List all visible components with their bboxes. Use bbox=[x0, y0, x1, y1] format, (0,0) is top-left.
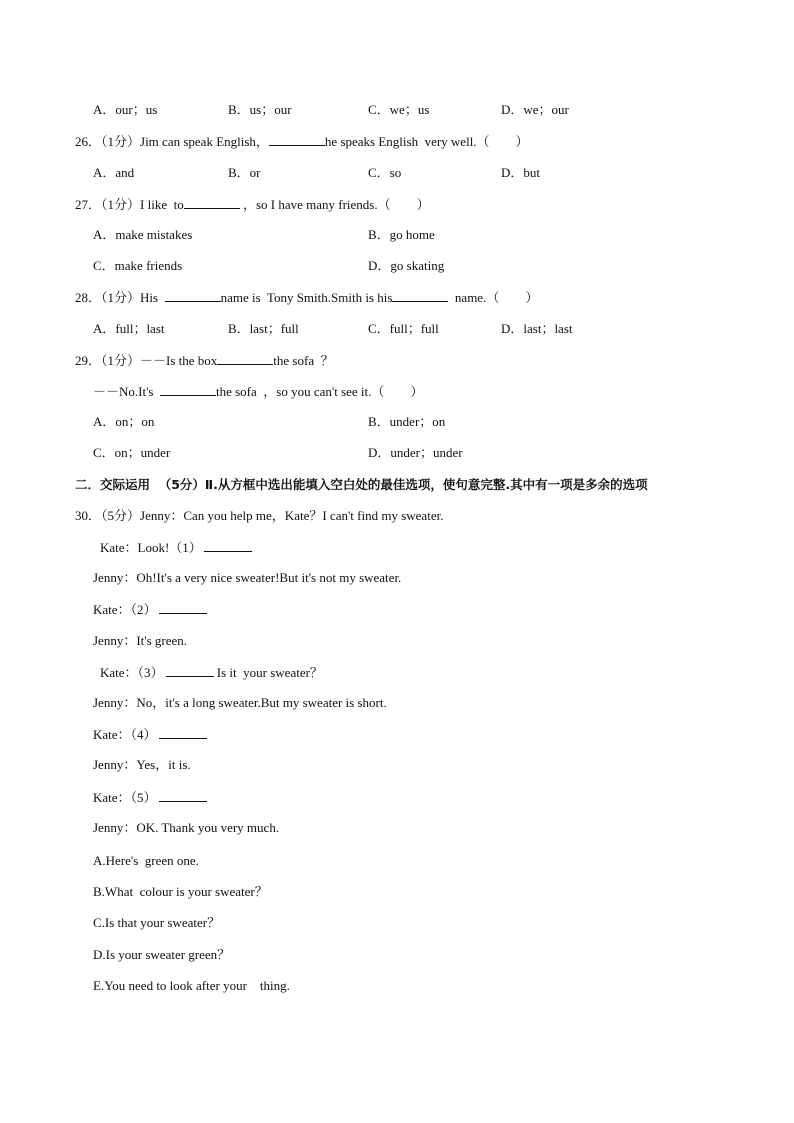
q29-blank-1 bbox=[217, 352, 273, 365]
q28-option-b: B．last；full bbox=[228, 321, 299, 336]
q28-number: 28．（1分） bbox=[75, 290, 141, 305]
q30-blank-4 bbox=[159, 726, 207, 739]
q28-option-a: A．full；last bbox=[93, 321, 165, 336]
q30-line-11: Jenny：OK. Thank you very much. bbox=[93, 820, 280, 835]
q26-option-d: D．but bbox=[501, 165, 541, 180]
q29-stem-line-2 bbox=[93, 383, 423, 400]
q29-stem2-pre: －－No.It's bbox=[93, 384, 160, 399]
q29-stem1-pre: －－Is the box bbox=[140, 353, 218, 368]
q26-stem-pre: Jim can speak English， bbox=[140, 134, 269, 149]
q30-choice-b: B.What colour is your sweater？ bbox=[93, 884, 268, 899]
q28-option-d: D．last；last bbox=[501, 321, 573, 336]
q27-option-a: A．make mistakes bbox=[93, 227, 193, 242]
q30-line-2 bbox=[100, 539, 252, 556]
q26-stem bbox=[75, 133, 529, 150]
q30-line-3: Jenny：Oh!It's a very nice sweater!But it's not my sweater. bbox=[93, 570, 402, 585]
q30-dialogue-6: Kate：（3） bbox=[100, 665, 164, 680]
q29-option-d: D．under；under bbox=[368, 445, 463, 460]
q28-option-c: C．full；full bbox=[368, 321, 439, 336]
q27-option-d: D．go skating bbox=[368, 258, 445, 273]
q30-dialogue-2: Kate：Look!（1） bbox=[100, 540, 202, 555]
q30-line-8 bbox=[93, 726, 207, 743]
q30-choice-a: A.Here's green one. bbox=[93, 853, 199, 868]
q26-option-c: C．so bbox=[368, 165, 402, 180]
q27-option-c: C．make friends bbox=[93, 258, 183, 273]
q26-option-a: A．and bbox=[93, 165, 135, 180]
q29-blank-2 bbox=[160, 383, 216, 396]
q25-option-a: A．our；us bbox=[93, 102, 158, 117]
q28-stem bbox=[75, 289, 538, 306]
q28-stem-b: name is Tony Smith.Smith is his bbox=[220, 290, 393, 305]
q30-dialogue-4: Kate：（2） bbox=[93, 602, 157, 617]
q29-stem2-post: the sofa ，so you can't see it.（ ） bbox=[215, 384, 424, 399]
q30-line-6 bbox=[100, 664, 323, 681]
q30-line-5: Jenny：It's green. bbox=[93, 633, 188, 648]
q30-choice-d: D.Is your sweater green？ bbox=[93, 947, 231, 962]
q28-stem-a: His bbox=[140, 290, 165, 305]
q26-number: 26．（1分） bbox=[75, 134, 141, 149]
q27-option-b: B．go home bbox=[368, 227, 435, 242]
q28-blank-2 bbox=[392, 289, 448, 302]
q25-option-c: C．we；us bbox=[368, 102, 430, 117]
q26-blank bbox=[269, 133, 325, 146]
q30-blank-2 bbox=[159, 601, 207, 614]
q27-stem-pre: I like to bbox=[140, 197, 184, 212]
q26-stem-post: he speaks English very well.（ ） bbox=[324, 134, 529, 149]
q30-blank-1 bbox=[204, 539, 252, 552]
q27-blank bbox=[184, 196, 240, 209]
q30-choice-e: E.You need to look after your thing. bbox=[93, 978, 290, 993]
q29-stem1-post: the sofa ？ bbox=[273, 353, 334, 368]
q28-blank-1 bbox=[165, 289, 221, 302]
q29-option-b: B．under；on bbox=[368, 414, 446, 429]
q30-dialogue-8: Kate：（4） bbox=[93, 727, 157, 742]
q30-line-4 bbox=[93, 601, 207, 618]
q30-blank-3 bbox=[166, 664, 214, 677]
q29-stem-line-1 bbox=[75, 352, 334, 369]
q30-choice-c: C.Is that your sweater？ bbox=[93, 915, 221, 930]
q27-stem-post: ，so I have many friends.（ ） bbox=[239, 197, 430, 212]
q30-line-10 bbox=[93, 789, 207, 806]
q26-option-b: B．or bbox=[228, 165, 261, 180]
q28-stem-c: name.（ ） bbox=[448, 290, 539, 305]
q30-line-7: Jenny：No，it's a long sweater.But my sweater is short. bbox=[93, 695, 387, 710]
section2-heading: 二．交际运用 （5分）Ⅱ.从方框中选出能填入空白处的最佳选项，使句意完整.其中有一项是多余的选项 bbox=[75, 477, 648, 492]
q29-option-a: A．on；on bbox=[93, 414, 155, 429]
q27-number: 27．（1分） bbox=[75, 197, 141, 212]
q30-line-9: Jenny：Yes，it is. bbox=[93, 757, 191, 772]
q30-number: 30．（5分） bbox=[75, 508, 141, 523]
q25-option-d: D．we；our bbox=[501, 102, 569, 117]
q30-kate3-post: Is it your sweater？ bbox=[213, 665, 323, 680]
q29-number: 29．（1分） bbox=[75, 353, 141, 368]
q30-line-1 bbox=[75, 508, 443, 524]
q30-dialogue-1: Jenny：Can you help me，Kate？I can't find my sweater. bbox=[140, 508, 444, 523]
q30-dialogue-10: Kate：（5） bbox=[93, 790, 157, 805]
q30-blank-5 bbox=[159, 789, 207, 802]
q25-option-b: B．us；our bbox=[228, 102, 292, 117]
q29-option-c: C．on；under bbox=[93, 445, 171, 460]
q27-stem bbox=[75, 196, 430, 213]
